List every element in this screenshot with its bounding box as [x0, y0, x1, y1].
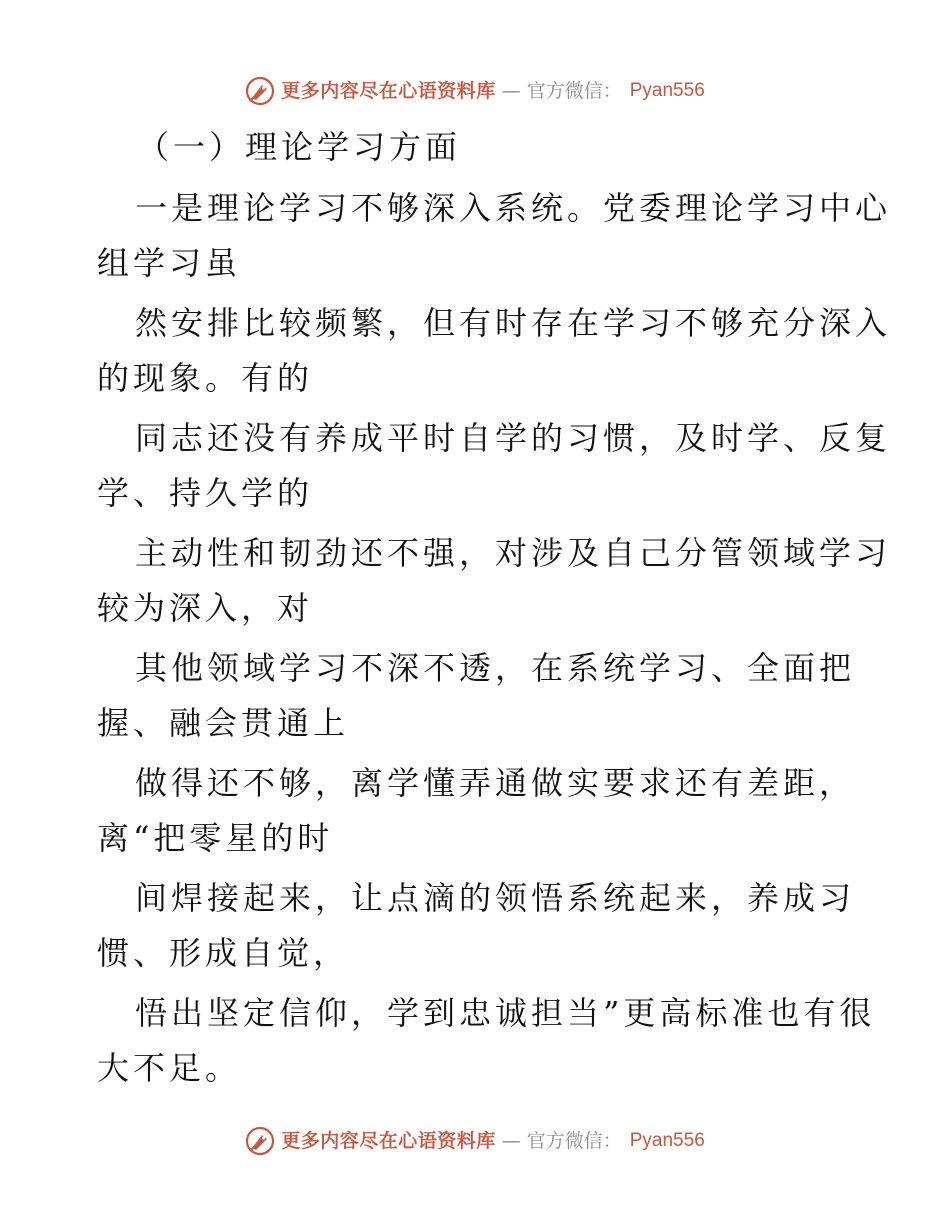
paragraph-line: 一是理论学习不够深入系统。党委理论学习中心 — [135, 189, 892, 227]
paragraph — [97, 411, 892, 521]
paragraph-line: 其他领域学习不深不透，在系统学习、全面把 — [135, 649, 856, 687]
paragraph — [97, 526, 892, 636]
paragraph-line: 较为深入，对 — [97, 589, 314, 627]
watermark-wechat-id: Pyan556 — [629, 80, 705, 101]
document-body — [97, 120, 892, 1101]
paragraph — [97, 181, 892, 291]
watermark-official-label: 官方微信： — [526, 80, 622, 102]
paragraph — [97, 986, 876, 1096]
pen-nib-circle-icon — [245, 76, 275, 106]
paragraph-line: 做得还不够，离学懂弄通做实要求还有差距， — [135, 764, 856, 802]
paragraph — [97, 296, 892, 406]
paragraph-line: 同志还没有养成平时自学的习惯，及时学、反复 — [135, 419, 892, 457]
pen-nib-circle-icon — [245, 1126, 275, 1156]
paragraph — [97, 641, 857, 751]
section-heading: （一）理论学习方面 — [137, 128, 462, 166]
paragraph-line: 主动性和韧劲还不强，对涉及自己分管领域学习 — [135, 534, 892, 572]
watermark-main-text: 更多内容尽在心语资料库 — [281, 80, 496, 102]
paragraph-line: 间焊接起来，让点滴的领悟系统起来，养成习 — [135, 879, 856, 917]
paragraph — [97, 756, 857, 866]
paragraph-line: 离“把零星的时 — [97, 819, 334, 857]
header-watermark — [0, 76, 950, 106]
paragraph-line: 组学习虽 — [97, 244, 242, 282]
watermark-main-text: 更多内容尽在心语资料库 — [281, 1130, 496, 1152]
paragraph-line: 然安排比较频繁，但有时存在学习不够充分深入 — [135, 304, 892, 342]
paragraph-line: 惯、形成自觉， — [97, 934, 350, 972]
paragraph-line: 学、持久学的 — [97, 474, 314, 512]
paragraph-line: 大不足。 — [97, 1049, 242, 1087]
paragraph-line: 的现象。有的 — [97, 359, 314, 397]
paragraph-line: 握、融会贯通上 — [97, 704, 350, 742]
paragraph-line: 悟出坚定信仰，学到忠诚担当”更高标准也有很 — [135, 994, 876, 1032]
paragraph — [97, 871, 857, 981]
footer-watermark — [0, 1126, 950, 1156]
watermark-dash: — — [501, 1130, 521, 1152]
watermark-official-label: 官方微信： — [526, 1130, 622, 1152]
watermark-wechat-id: Pyan556 — [629, 1130, 705, 1151]
watermark-dash: — — [501, 80, 521, 102]
